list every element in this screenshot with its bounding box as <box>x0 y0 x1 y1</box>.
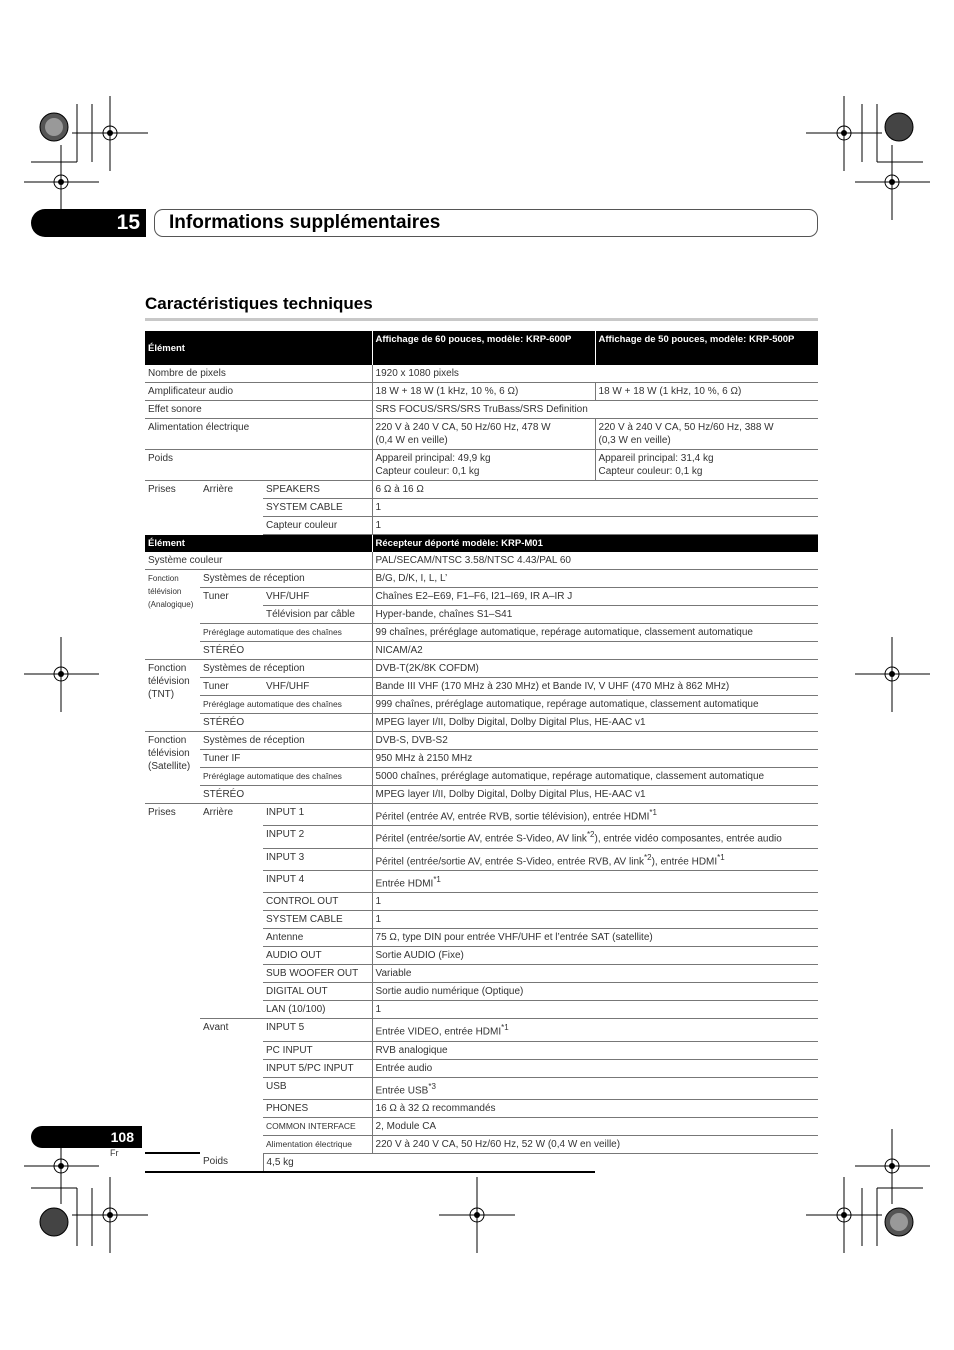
header-element: Élément <box>145 331 372 365</box>
spec-table <box>145 331 818 1173</box>
table-row: Fonction télévision (Analogique) Systèmes de réception B/G, D/K, I, L, L’ <box>145 570 818 588</box>
table-row: Tuner VHF/UHF Chaînes E2–E69, F1–F6, I21–I69, IR A–IR J <box>145 588 818 606</box>
table-row: STÉRÉO MPEG layer I/II, Dolby Digital, Dolby Digital Plus, HE-AAC v1 <box>145 714 818 732</box>
table-row: Antenne 75 Ω, type DIN pour entrée VHF/UHF et l’entrée SAT (satellite) <box>145 929 818 947</box>
table-row: Alimentation électrique 220 V à 240 V CA, 50 Hz/60 Hz, 52 W (0,4 W en veille) <box>145 1135 818 1153</box>
table-row: Fonction télévision (Satellite) Systèmes de réception DVB-S, DVB-S2 <box>145 732 818 750</box>
table-row: Nombre de pixels 1920 x 1080 pixels <box>145 365 818 383</box>
table-row: Poids Appareil principal: 49,9 kg Capteur couleur: 0,1 kg Appareil principal: 31,4 kg Capteur couleur: 0,1 kg <box>145 450 818 481</box>
table-row: PC INPUT RVB analogique <box>145 1041 818 1059</box>
table-row: USB Entrée USB$^{*3}$ <box>145 1077 818 1099</box>
table-row: Tuner VHF/UHF Bande III VHF (170 MHz à 230 MHz) et Bande IV, V UHF (470 MHz à 862 MHz) <box>145 678 818 696</box>
table-row: INPUT 2 Péritel (entrée/sortie AV, entrée S-Video, AV link$^{*2}$), entrée vidéo composantes, entrée audio <box>145 826 818 848</box>
table-row: CONTROL OUT 1 <box>145 893 818 911</box>
table-row: Préréglage automatique des chaînes 999 chaînes, préréglage automatique, repérage automatique, classement automatique <box>145 696 818 714</box>
table-row: INPUT 4 Entrée HDMI$^{*1}$ <box>145 870 818 892</box>
table-row: PHONES 16 Ω à 32 Ω recommandés <box>145 1099 818 1117</box>
table-row: COMMON INTERFACE 2, Module CA <box>145 1117 818 1135</box>
table2-header <box>145 535 818 553</box>
table-row: Système couleur PAL/SECAM/NTSC 3.58/NTSC 4.43/PAL 60 <box>145 552 818 570</box>
table-row: SUB WOOFER OUT Variable <box>145 965 818 983</box>
table-row: INPUT 5/PC INPUT Entrée audio <box>145 1059 818 1077</box>
table-row: Tuner IF 950 MHz à 2150 MHz <box>145 750 818 768</box>
section-rule <box>145 318 818 321</box>
table-row: STÉRÉO NICAM/A2 <box>145 642 818 660</box>
header-krp-m01: Récepteur déporté modèle: KRP-M01 <box>372 535 818 553</box>
table-row: SYSTEM CABLE 1 <box>145 911 818 929</box>
table-row: Effet sonore SRS FOCUS/SRS/SRS TruBass/SRS Definition <box>145 401 818 419</box>
table-row: Télévision par câble Hyper-bande, chaînes S1–S41 <box>145 606 818 624</box>
language-label: Fr <box>110 1148 119 1158</box>
table1-header <box>145 331 818 365</box>
table-row: Fonction télévision (TNT) Systèmes de réception DVB-T(2K/8K COFDM) <box>145 660 818 678</box>
table-row: DIGITAL OUT Sortie audio numérique (Optique) <box>145 983 818 1001</box>
table-row: AUDIO OUT Sortie AUDIO (Fixe) <box>145 947 818 965</box>
table-row: Poids 4,5 kg <box>145 1153 818 1172</box>
chapter-title-box <box>154 209 818 237</box>
header-krp600p: Affichage de 60 pouces, modèle: KRP-600P <box>372 331 595 365</box>
table-row: Prises Arrière SPEAKERS 6 Ω à 16 Ω <box>145 481 818 499</box>
chapter-title: Informations supplémentaires <box>169 212 441 233</box>
section-title: Caractéristiques techniques <box>145 294 373 313</box>
header-element-2: Élément <box>145 535 372 553</box>
page-number-badge: 108 <box>31 1126 142 1148</box>
table-row: STÉRÉO MPEG layer I/II, Dolby Digital, Dolby Digital Plus, HE-AAC v1 <box>145 786 818 804</box>
table-row: Amplificateur audio 18 W + 18 W (1 kHz, 10 %, 6 Ω) 18 W + 18 W (1 kHz, 10 %, 6 Ω) <box>145 383 818 401</box>
table-row: Capteur couleur 1 <box>145 517 818 535</box>
table-row: Avant INPUT 5 Entrée VIDEO, entrée HDMI$^{*1}$ <box>145 1019 818 1041</box>
table-row: Prises Arrière INPUT 1 Péritel (entrée AV, entrée RVB, sortie télévision), entrée HDMI$^{*1}$ <box>145 804 818 826</box>
table-row: SYSTEM CABLE 1 <box>145 499 818 517</box>
header-krp500p: Affichage de 50 pouces, modèle: KRP-500P <box>595 331 818 365</box>
table-row: LAN (10/100) 1 <box>145 1001 818 1019</box>
table-row: Alimentation électrique 220 V à 240 V CA, 50 Hz/60 Hz, 478 W (0,4 W en veille) 220 V à 240 V CA, 50 Hz/60 Hz, 388 W (0,3 W en veille) <box>145 419 818 450</box>
chapter-number-badge: 15 <box>31 209 146 237</box>
table-row: INPUT 3 Péritel (entrée/sortie AV, entrée S-Video, entrée RVB, AV link$^{*2}$), entrée HDMI$^{*1}$ <box>145 848 818 870</box>
table-row: Préréglage automatique des chaînes 99 chaînes, préréglage automatique, repérage automatique, classement automatique <box>145 624 818 642</box>
table-row: Préréglage automatique des chaînes 5000 chaînes, préréglage automatique, repérage automatique, classement automatique <box>145 768 818 786</box>
